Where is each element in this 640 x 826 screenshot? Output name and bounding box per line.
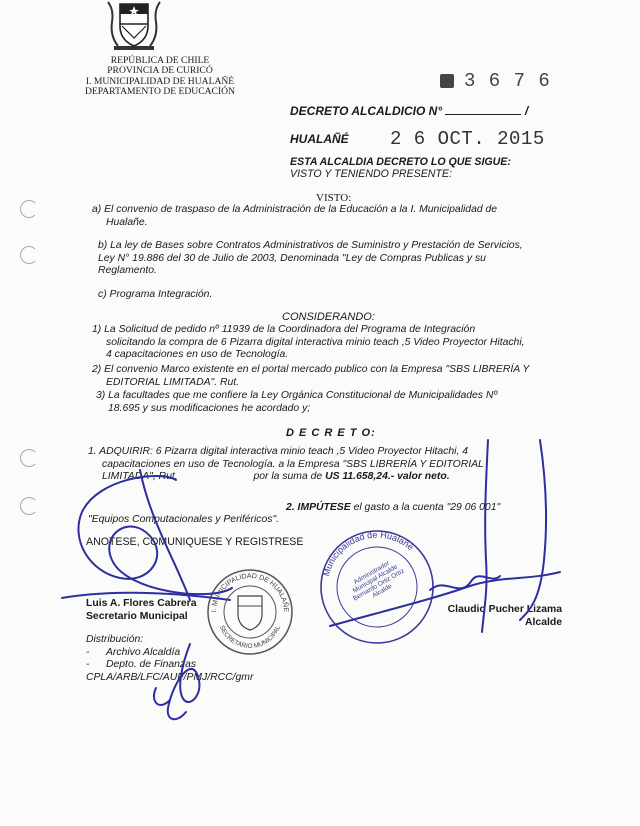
mayor-seal [312,522,442,652]
decree-number-blank [445,104,521,115]
distribution-initials: CPLA/ARB/LFC/AUF/PMJ/RCC/gmr [86,671,254,683]
decree-slash: / [524,104,529,118]
visto-heading: VISTO: [316,192,352,204]
header-department: DEPARTAMENTO DE EDUCACIÓN [84,86,236,98]
mayor-seal-center-text: Administrador Municipal Alcalde Bernardo Ortiz Ortiz Alcalde [351,559,406,603]
decree-title: DECRETO ALCALDICIO N° [290,104,443,118]
mayor-seal-ring-text: Municipalidad de Hualañé [320,529,416,578]
decreto-item-1: 1. ADQUIRIR: 6 Pizarra digital interactiva minio teach ,5 Video Proyector Hitachi, 4 capacitaciones en uso de Tecnología. a la Empresa "SBS LIBRERÍA Y EDITORIAL LIMITADA", Rut. por la suma de US 11.658,24.- valor neto. [88,446,484,482]
considerando-item-1: 1) La Solicitud de pedido nº 11939 de la Coordinadora del Programa de Integración solicitando la compra de 6 Pizarra digital interactiva minio teach ,5 Video Proyector Hitachi, 4 capacitaciones en uso de Tecnología. [92,324,525,360]
considerando-item-2: 2) El convenio Marco existente en el portal mercado publico con la Empresa "SBS LIBRERÍA Y EDITORIAL LIMITADA". Rut. [92,364,530,388]
amount: US 11.658,24.- valor neto. [325,471,450,482]
distribution-item: - Archivo Alcaldía [86,646,181,658]
closing-formula: ANOTESE, COMUNIQUESE Y REGISTRESE [86,536,304,548]
svg-text:SECRETARIO MUNICIPAL [218,624,282,650]
header-municipality: I. MUNICIPALIDAD DE HUALAÑÉ [85,75,235,87]
secretary-title: Secretario Municipal [86,610,188,622]
considerando-item-3: 3) La facultades que me confiere la Ley Orgánica Constitucional de Municipalidades Nº 18.695 y sus modificaciones he acordado y; [96,390,498,414]
decreto-item-2: 2. IMPÚTESE el gasto a la cuenta "29 06 001" [286,502,501,513]
intro-line-2: VISTO Y TENIENDO PRESENTE: [290,168,452,180]
date-stamp: 2 6 OCT. 2015 [390,128,545,150]
intro-line-1: ESTA ALCALDIA DECRETO LO QUE SIGUE: [290,156,511,168]
secretary-name: Luis A. Flores Cabrera [86,598,197,609]
punch-hole [20,246,38,264]
decreto-heading: D E C R E T O: [286,427,376,439]
punch-hole [20,200,38,218]
number-stamp-prefix-icon [440,74,454,88]
mayor-title: Alcalde [525,616,562,628]
place-label: HUALAÑÉ [290,132,349,146]
punch-hole [20,449,38,467]
decree-number-stamp: 3 6 7 6 [464,70,551,92]
punch-hole [20,497,38,515]
decreto-item-2-account: "Equipos Computacionales y Periféricos". [88,514,280,525]
considerando-heading: CONSIDERANDO: [282,311,375,323]
distribution-item: - Depto. de Finanzas [86,659,197,670]
visto-item-b: b) La ley de Bases sobre Contratos Administrativos de Suministro y Prestación de Servicios, Ley N° 19.886 del 30 de Julio de 2003, Denominada "Ley de Compras Publicas y su Reglamento. [98,240,523,276]
secretary-seal-top-text: I. MUNICIPALIDAD DE HUALAÑE [210,572,290,613]
header-republic: REPÚBLICA DE CHILE [110,55,210,66]
header-province: PROVINCIA DE CURICÓ [107,65,213,77]
seal-shield-icon [238,596,262,630]
secretary-seal-bottom-text: SECRETARIO MUNICIPAL [217,624,283,650]
distribution-heading: Distribución: [86,634,144,645]
secretary-seal [204,566,296,658]
visto-item-c: c) Programa Integración. [98,289,213,300]
coat-of-arms-icon [104,0,164,52]
visto-item-a: a) El convenio de traspaso de la Administración de la Educación a la I. Municipalidad de Hualañe. [92,204,498,228]
mayor-name: Claudio Pucher Lizama [447,604,562,615]
